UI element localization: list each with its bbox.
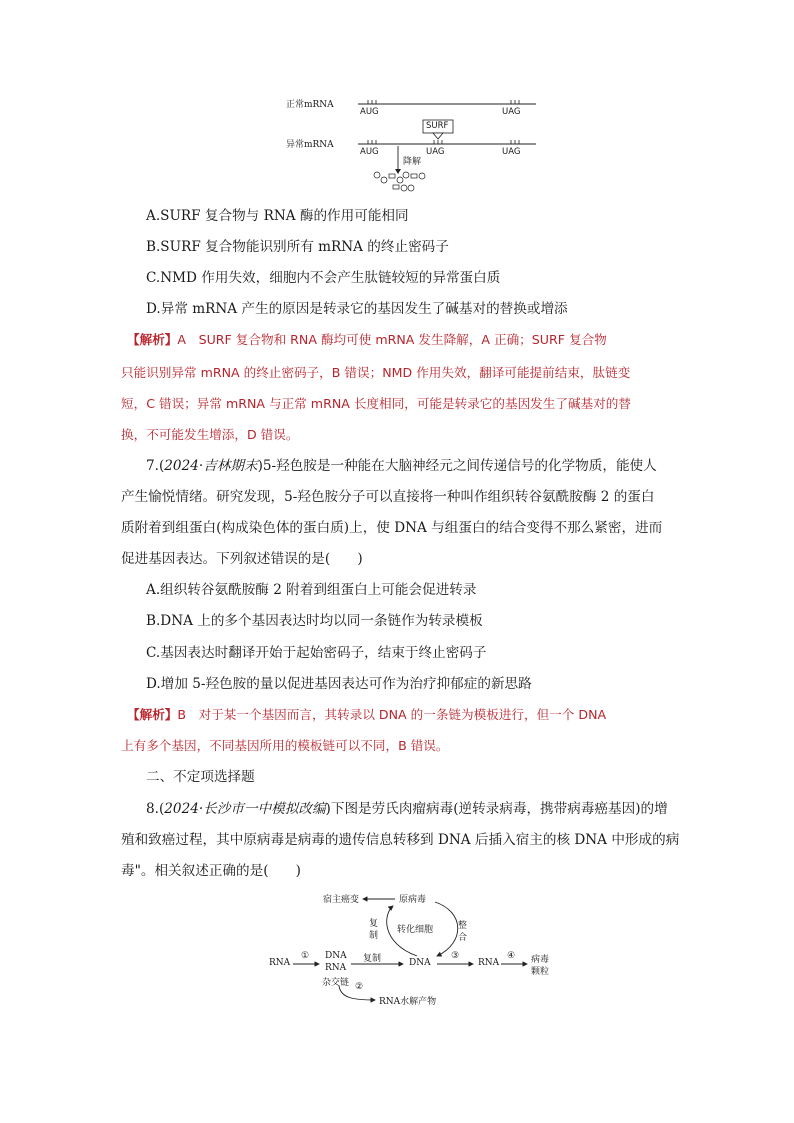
transformed-cell-label: 转化细胞 bbox=[397, 925, 434, 935]
q6-option-a: A.SURF 复合物与 RNA 酶的作用可能相同 bbox=[146, 208, 409, 224]
q7-analysis-tag: 【解析】 bbox=[127, 707, 178, 722]
q6-option-c: C.NMD 作用失效，细胞内不会产生肽链较短的异常蛋白质 bbox=[146, 270, 501, 286]
q7-stem-line-3: 质附着到组蛋白(构成染色体的蛋白质)上，使 DNA 与组蛋白的结合变得不那么紧密，进而 bbox=[121, 520, 663, 536]
q6-analysis-text-1: A SURF 复合物和 RNA 酶均可使 mRNA 发生降解，A 正确；SURF 复合物 bbox=[177, 332, 607, 347]
rna-hydrolysis-label: RNA水解产物 bbox=[379, 997, 437, 1007]
normal-mrna-label: 正常mRNA bbox=[286, 100, 334, 110]
rna-left-label: RNA bbox=[269, 958, 291, 968]
rna-right-label: RNA bbox=[478, 958, 500, 968]
hybrid-chain-label: 杂交链 bbox=[322, 978, 350, 988]
surf-label: SURF bbox=[426, 121, 449, 131]
q6-analysis-tag: 【解析】 bbox=[127, 332, 178, 347]
aug-label-1: AUG bbox=[360, 107, 379, 117]
q7-analysis-text-1: B 对于某一个基因而言，其转录以 DNA 的一条链为模板进行，但一个 DNA bbox=[177, 707, 607, 722]
replicate-horizontal-label: 复制 bbox=[363, 954, 382, 964]
figure-retrovirus-cycle bbox=[265, 888, 565, 1013]
q7-source: 2024·吉林期末 bbox=[164, 458, 258, 474]
provirus-label: 原病毒 bbox=[399, 895, 427, 905]
q6-analysis-line-2: 只能识别异常 mRNA 的终止密码子，B 错误；NMD 作用失效，翻译可能提前结束，肽链变 bbox=[121, 365, 631, 380]
q7-option-c: C.基因表达时翻译开始于起始密码子，结束于终止密码子 bbox=[146, 645, 487, 661]
q8-stem-line-1 bbox=[146, 799, 668, 819]
q6-analysis-line-1 bbox=[127, 330, 607, 350]
replicate-label-top: 复 bbox=[369, 919, 379, 929]
dna-center-label: DNA bbox=[409, 958, 431, 968]
q7-analysis-line-1 bbox=[127, 705, 606, 725]
virus-particle-label-top: 病毒 bbox=[531, 955, 550, 965]
abnormal-mrna-label: 异常mRNA bbox=[286, 140, 334, 150]
q8-stem-line-3: 毒"。相关叙述正确的是( ) bbox=[121, 863, 301, 879]
integrate-label-top: 整 bbox=[458, 921, 468, 931]
uag-label-1: UAG bbox=[502, 107, 521, 117]
q7-stem-text-1: )5-羟色胺是一种能在大脑神经元之间传递信号的化学物质，能使人 bbox=[257, 458, 657, 474]
q6-option-b: B.SURF 复合物能识别所有 mRNA 的终止密码子 bbox=[146, 239, 449, 255]
q8-number: 8.( bbox=[146, 801, 165, 817]
uag-label-mid: UAG bbox=[426, 147, 445, 157]
virus-particle-label-bottom: 颗粒 bbox=[531, 967, 550, 977]
uag-label-2: UAG bbox=[502, 147, 521, 157]
replicate-label-bottom: 制 bbox=[369, 931, 379, 941]
hybrid-rna-label: RNA bbox=[325, 963, 347, 973]
q8-stem-line-2: 殖和致癌过程，其中原病毒是病毒的遗传信息转移到 DNA 后插入宿主的核 DNA 中形成的病 bbox=[121, 832, 680, 848]
degrade-label: 降解 bbox=[403, 157, 422, 167]
aug-label-2: AUG bbox=[360, 147, 379, 157]
q7-option-d: D.增加 5-羟色胺的量以促进基因表达可作为治疗抑郁症的新思路 bbox=[146, 676, 532, 692]
q6-option-d: D.异常 mRNA 产生的原因是转录它的基因发生了碱基对的替换或增添 bbox=[146, 301, 568, 317]
q7-stem-line-4: 促进基因表达。下列叙述错误的是( ) bbox=[121, 551, 363, 567]
q7-analysis-line-2: 上有多个基因，不同基因所用的模板链可以不同，B 错误。 bbox=[121, 738, 449, 753]
hybrid-dna-label: DNA bbox=[325, 951, 347, 961]
step-3-label: ③ bbox=[451, 951, 460, 961]
step-4-label: ④ bbox=[507, 951, 516, 961]
figure-mrna-surf bbox=[280, 92, 550, 202]
integrate-label-bottom: 合 bbox=[458, 933, 468, 943]
q7-number: 7.( bbox=[146, 458, 165, 474]
q8-source: 2024·长沙市一中模拟改编 bbox=[164, 801, 326, 817]
host-cancer-label: 宿主癌变 bbox=[323, 895, 360, 905]
q6-analysis-line-3: 短，C 错误；异常 mRNA 与正常 mRNA 长度相同，可能是转录它的基因发生了碱基对的替 bbox=[121, 396, 631, 411]
q7-option-a: A.组织转谷氨酰胺酶 2 附着到组蛋白上可能会促进转录 bbox=[146, 582, 477, 598]
q7-option-b: B.DNA 上的多个基因表达时均以同一条链作为转录模板 bbox=[146, 613, 483, 629]
q7-stem-line-1 bbox=[146, 456, 657, 476]
q7-stem-line-2: 产生愉悦情绪。研究发现，5-羟色胺分子可以直接将一种叫作组织转谷氨酰胺酶 2 的蛋白 bbox=[121, 489, 655, 505]
q6-analysis-line-4: 换，不可能发生增添，D 错误。 bbox=[121, 427, 299, 442]
step-2-label: ② bbox=[355, 982, 364, 992]
step-1-label: ① bbox=[301, 951, 310, 961]
section-heading: 二、不定项选择题 bbox=[146, 769, 255, 785]
q8-stem-text-1: )下图是劳氏肉瘤病毒(逆转录病毒，携带病毒癌基因)的增 bbox=[325, 801, 668, 817]
